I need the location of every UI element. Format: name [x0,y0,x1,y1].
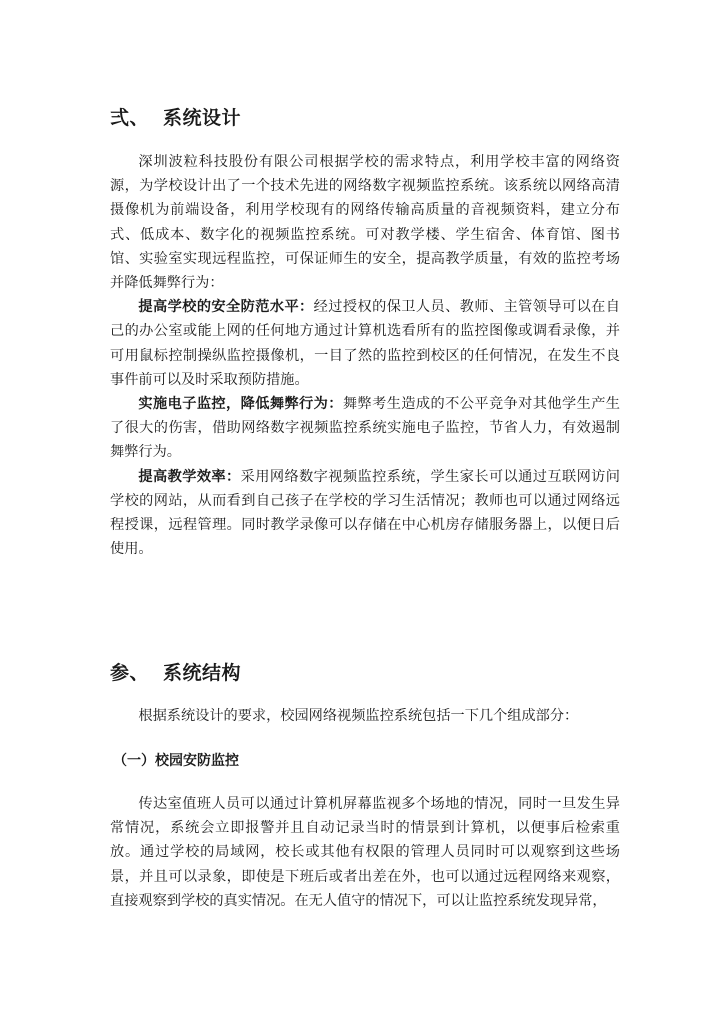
subsection-paragraph: 传达室值班人员可以通过计算机屏幕监视多个场地的情况，同时一旦发生异常情况，系统会立即报警并且自动记录当时的情景到计算机，以便事后检索重放。通过学校的局域网，校长或其他有权限的管理人员同时可以观察到这些场景，并且可以录象，即使是下班后或者出差在外，也可以通过远程网络来观察，直接观察到学校的真实情况。在无人值守的情况下，可以让监控系统发现异常， [110,796,620,909]
point-lead: 提高学校的安全防范水平： [138,299,314,316]
point-lead: 实施电子监控，降低舞弊行为： [138,396,343,413]
section-heading-structure [110,658,241,685]
design-body [110,150,620,561]
point-text: 舞弊考生造成的不公平竞争对其他学生产生了很大的伤害，借助网络数字视频监控系统实施电子监控，节省人力，有效遏制舞弊行为。 [110,396,620,461]
structure-intro-paragraph: 根据系统设计的要求，校园网络视频监控系统包括一下几个组成部分： [138,708,579,724]
section-number: 参、 [110,662,150,684]
design-point-paragraph [110,295,620,392]
subsection-heading: （一）校园安防监控 [113,753,239,769]
section-heading-design [110,103,241,130]
point-text: 采用网络数字视频监控系统，学生家长可以通过互联网访问学校的网站，从而看到自己孩子在学校的学习生活情况；教师也可以通过网络远程授课，远程管理。同时教学录像可以存储在中心机房存储服务器上，以便日后使用。 [110,468,620,558]
subsection-body [110,792,620,913]
section-title: 系统结构 [163,662,242,684]
section-title: 系统设计 [163,107,242,129]
point-lead: 提高教学效率： [138,468,241,485]
point-text: 经过授权的保卫人员、教师、主管领导可以在自己的办公室或能上网的任何地方通过计算机选看所有的监控图像或调看录像，并可用鼠标控制操纵监控摄像机，一目了然的监控到校区的任何情况，在发生不良事件前可以及时采取预防措施。 [110,299,620,388]
design-point-paragraph [110,465,620,562]
design-point-paragraph [110,392,620,465]
section-number: 弍、 [110,107,150,129]
design-intro-paragraph: 深圳波粒科技股份有限公司根据学校的需求特点，利用学校丰富的网络资源，为学校设计出了一个技术先进的网络数字视频监控系统。该系统以网络高清摄像机为前端设备，利用学校现有的网络传输高质量的音视频资料，建立分布式、低成本、数字化的视频监控系统。可对教学楼、学生宿舍、体育馆、图书馆、实验室实现远程监控，可保证师生的安全，提高教学质量，有效的监控考场并降低舞弊行为： [110,154,620,292]
structure-intro [110,704,620,728]
